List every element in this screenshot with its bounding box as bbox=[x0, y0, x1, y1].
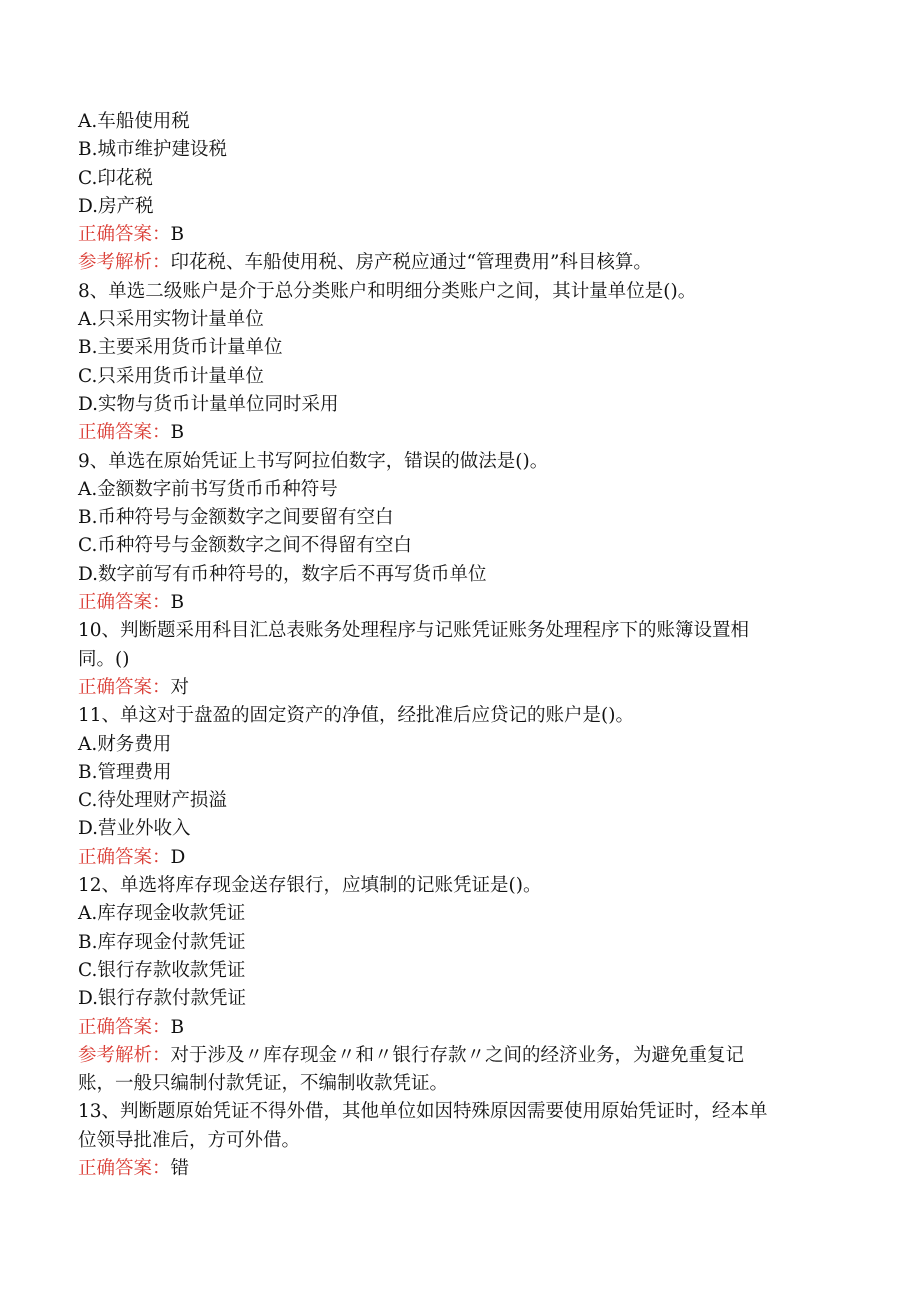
q7-option-a: A.车船使用税 bbox=[78, 111, 190, 132]
q13-stem-line1: 13、判断题原始凭证不得外借，其他单位如因特殊原因需要使用原始凭证时，经本单 bbox=[78, 1101, 768, 1123]
answer-value: D bbox=[170, 846, 186, 868]
q8-option-b: B.主要采用货币计量单位 bbox=[78, 337, 283, 359]
q12-answer bbox=[78, 1014, 838, 1042]
q11-option-c: C.待处理财产损溢 bbox=[78, 790, 227, 812]
q10-answer bbox=[78, 674, 838, 702]
answer-label: 正确答案： bbox=[78, 592, 171, 614]
q8-option-d: D.实物与货币计量单位同时采用 bbox=[78, 393, 339, 415]
answer-label: 正确答案： bbox=[78, 1016, 171, 1038]
q12-option-b: B.库存现金付款凭证 bbox=[78, 931, 246, 953]
q11-stem: 11、单这对于盘盈的固定资产的净值，经批准后应贷记的账户是()。 bbox=[78, 705, 634, 727]
answer-label: 正确答案： bbox=[78, 676, 171, 698]
q9-option-d: D.数字前写有币种符号的，数字后不再写货币单位 bbox=[78, 563, 487, 585]
q7-answer bbox=[78, 221, 838, 249]
q12-analysis-line1 bbox=[78, 1042, 838, 1070]
q8-option-a: A.只采用实物计量单位 bbox=[78, 309, 264, 331]
analysis-label: 参考解析： bbox=[78, 1044, 171, 1066]
q8-answer bbox=[78, 419, 838, 447]
analysis-text: 对于涉及〃库存现金〃和〃银行存款〃之间的经济业务，为避免重复记 bbox=[170, 1044, 745, 1066]
q7-option-b: B.城市维护建设税 bbox=[78, 139, 227, 161]
q9-option-b: B.币种符号与金额数字之间要留有空白 bbox=[78, 507, 394, 529]
q11-option-b: B.管理费用 bbox=[78, 761, 172, 783]
q12-option-d: D.银行存款付款凭证 bbox=[78, 988, 247, 1010]
q13-answer bbox=[78, 1155, 838, 1183]
q8-stem: 8、单选二级账户是介于总分类账户和明细分类账户之间，其计量单位是()。 bbox=[78, 280, 697, 302]
q10-stem-line1: 10、判断题采用科目汇总表账务处理程序与记账凭证账务处理程序下的账簿设置相 bbox=[78, 620, 750, 642]
q10-stem-line2: 同。() bbox=[78, 648, 130, 670]
q11-option-a: A.财务费用 bbox=[78, 733, 172, 755]
q7-analysis bbox=[78, 249, 838, 277]
answer-value: B bbox=[170, 592, 185, 614]
analysis-text: 印花税、车船使用税、房产税应通过“管理费用”科目核算。 bbox=[170, 252, 652, 274]
answer-value: B bbox=[170, 422, 185, 444]
answer-value: B bbox=[170, 1016, 185, 1038]
answer-value: B bbox=[170, 224, 185, 246]
answer-label: 正确答案： bbox=[78, 846, 171, 868]
q9-option-a: A.金额数字前书写货币币种符号 bbox=[78, 478, 338, 500]
q7-option-c: C.印花税 bbox=[78, 167, 153, 189]
q12-stem: 12、单选将库存现金送存银行，应填制的记账凭证是()。 bbox=[78, 875, 542, 897]
answer-label: 正确答案： bbox=[78, 224, 171, 246]
q8-option-c: C.只采用货币计量单位 bbox=[78, 365, 264, 387]
q12-analysis-line2: 账，一般只编制付款凭证，不编制收款凭证。 bbox=[78, 1073, 449, 1095]
q12-option-a: A.库存现金收款凭证 bbox=[78, 903, 246, 925]
q11-option-d: D.营业外收入 bbox=[78, 818, 191, 840]
q9-option-c: C.币种符号与金额数字之间不得留有空白 bbox=[78, 535, 412, 557]
q9-answer bbox=[78, 589, 838, 617]
question-document bbox=[78, 108, 838, 1183]
q12-option-c: C.银行存款收款凭证 bbox=[78, 959, 246, 981]
answer-label: 正确答案： bbox=[78, 422, 171, 444]
answer-value: 对 bbox=[170, 676, 190, 698]
q13-stem-line2: 位领导批准后，方可外借。 bbox=[78, 1129, 301, 1151]
q9-stem: 9、单选在原始凭证上书写阿拉伯数字，错误的做法是()。 bbox=[78, 450, 549, 472]
answer-label: 正确答案： bbox=[78, 1157, 171, 1179]
answer-value: 错 bbox=[170, 1157, 190, 1179]
analysis-label: 参考解析： bbox=[78, 252, 171, 274]
q7-option-d: D.房产税 bbox=[78, 195, 154, 217]
q11-answer bbox=[78, 844, 838, 872]
